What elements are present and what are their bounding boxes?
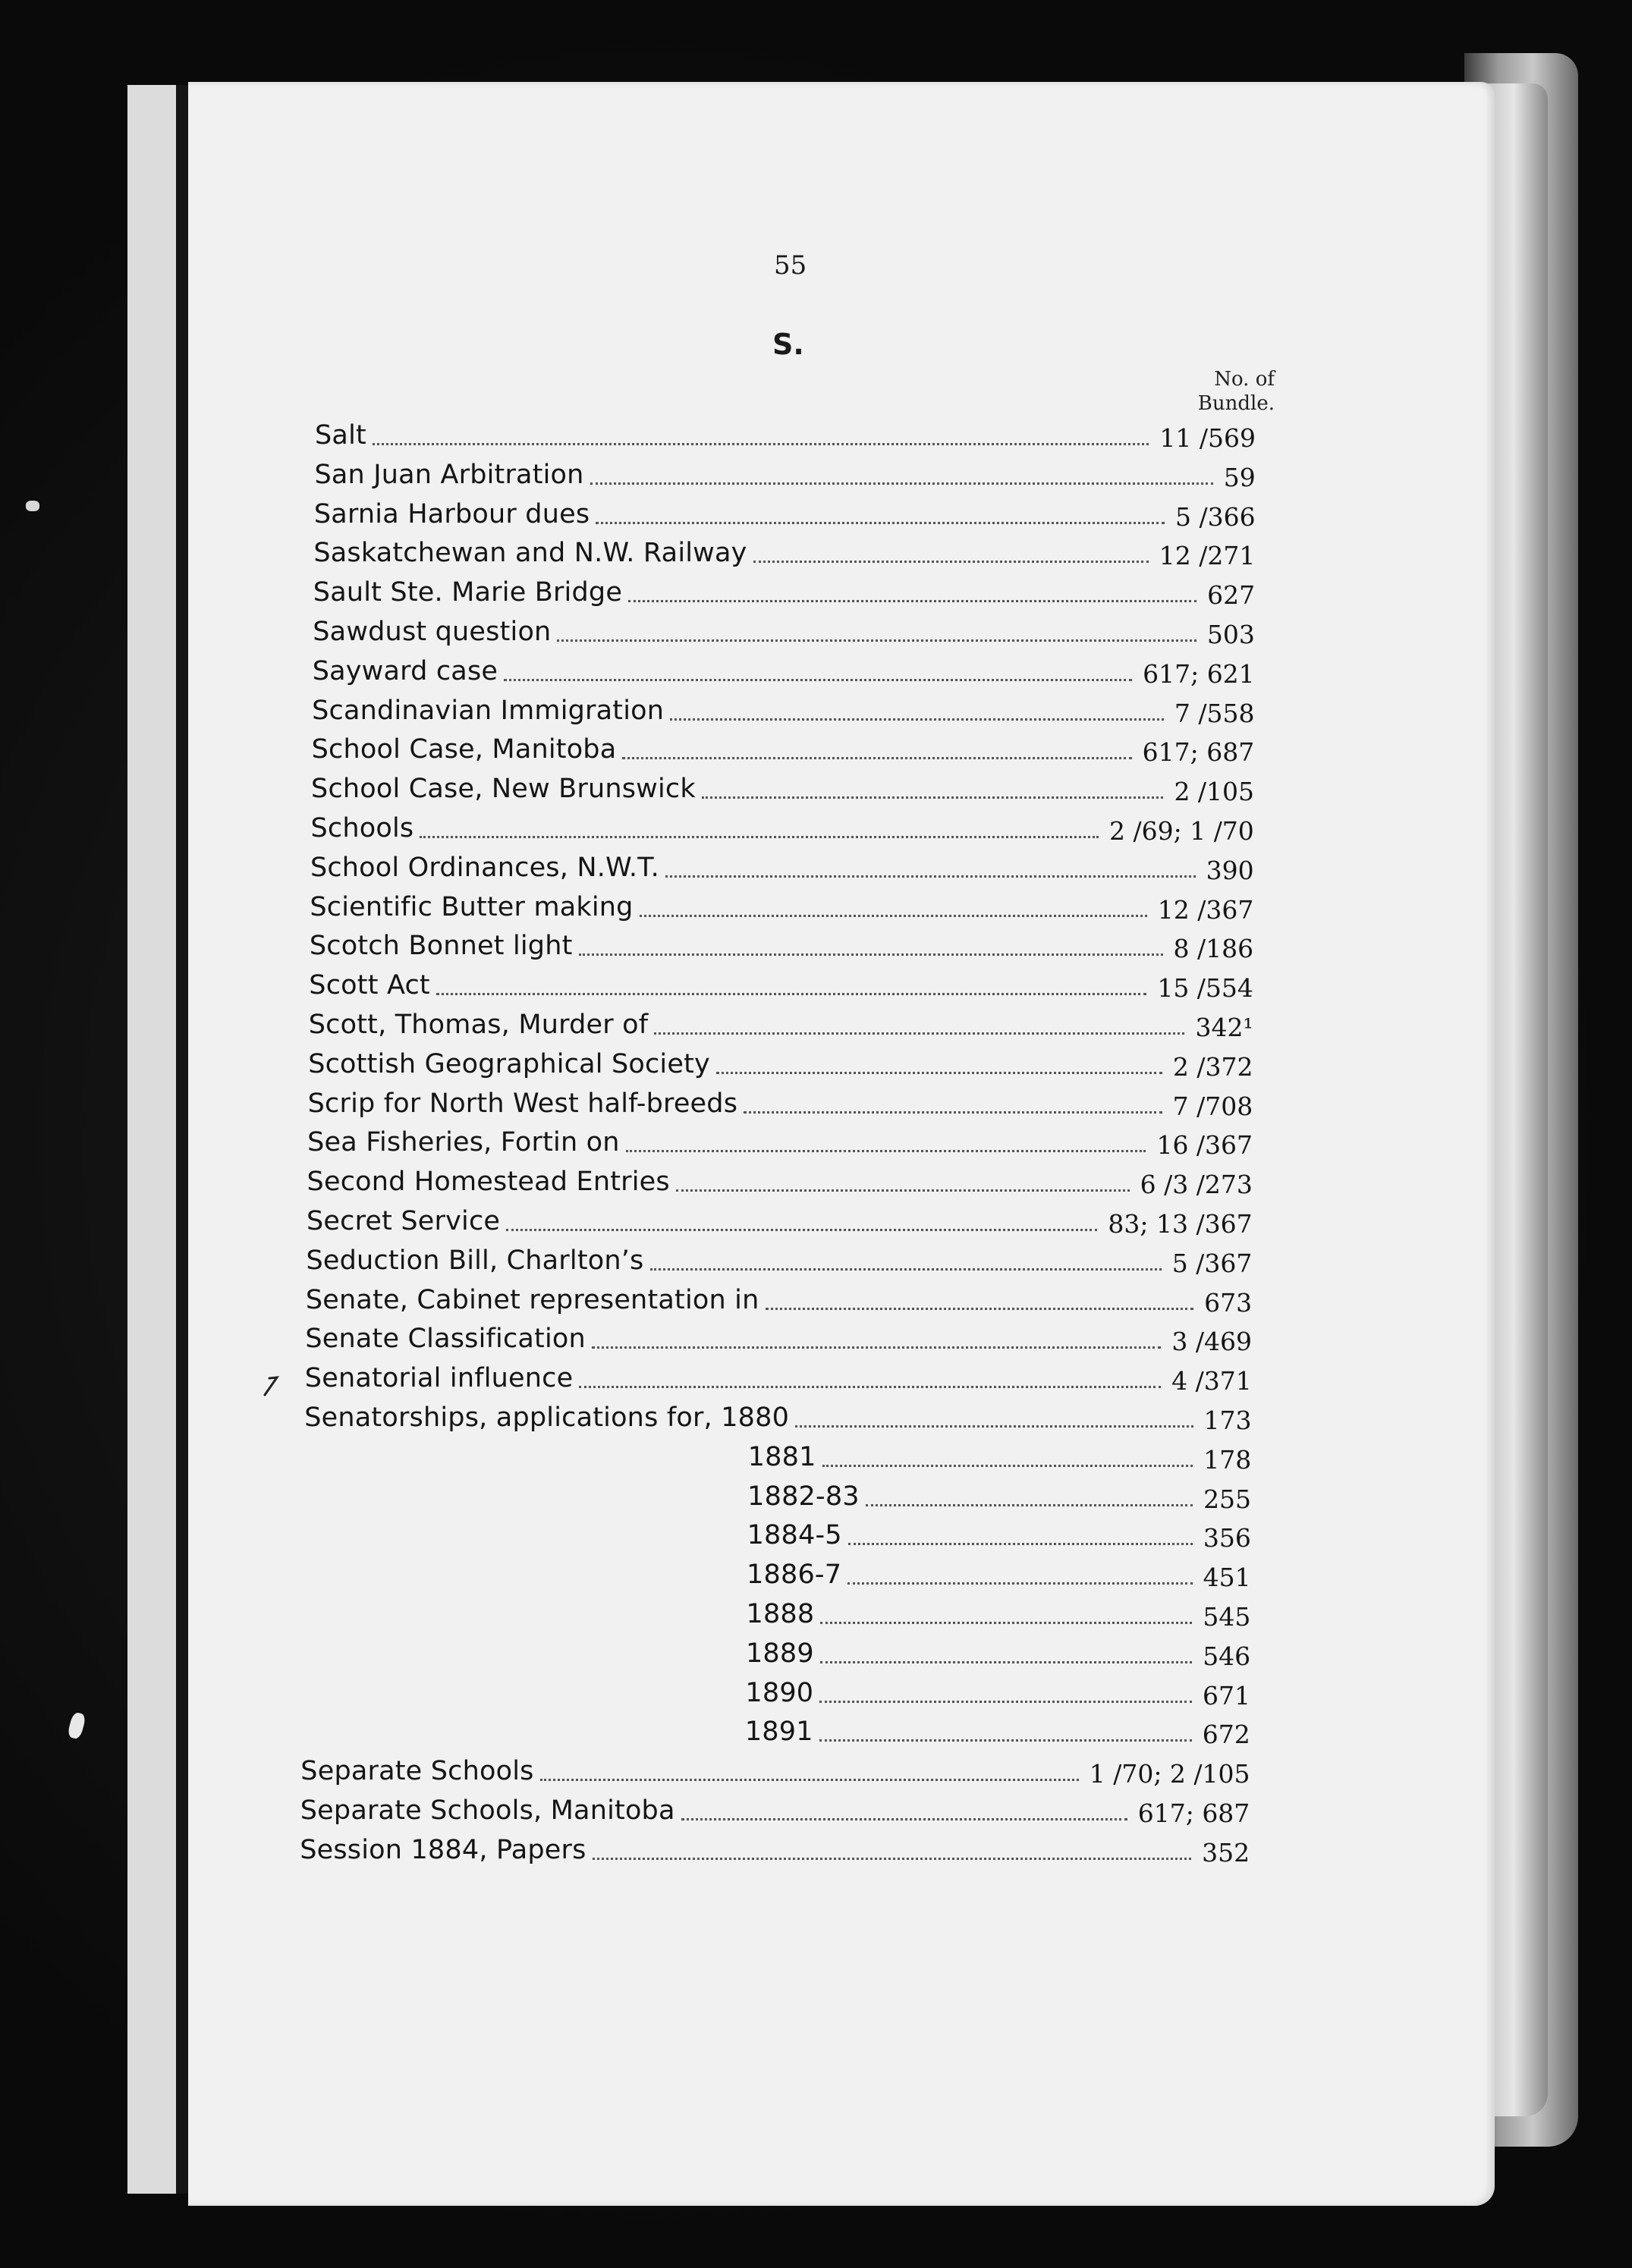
bundle-reference: 356 bbox=[1203, 1523, 1251, 1553]
entry-label: School Ordinances, N.W.T. bbox=[310, 852, 659, 883]
entry-label: Sawdust question bbox=[313, 617, 552, 647]
bundle-reference: 4 /371 bbox=[1171, 1366, 1252, 1396]
index-entry bbox=[0, 1516, 1632, 1555]
bundle-reference: 352 bbox=[1202, 1837, 1250, 1867]
bundle-reference: 12 /271 bbox=[1159, 541, 1256, 571]
entry-label: Schools bbox=[310, 813, 414, 843]
entry-label: San Juan Arbitration bbox=[314, 459, 584, 490]
entry-label: Senate Classification bbox=[305, 1324, 586, 1355]
dot-leader bbox=[820, 1622, 1192, 1624]
entry-label: School Case, Manitoba bbox=[311, 734, 617, 765]
index-entry bbox=[0, 1437, 1632, 1477]
bundle-reference: 3 /469 bbox=[1171, 1327, 1252, 1357]
index-entry bbox=[0, 1751, 1632, 1791]
bundle-reference: 451 bbox=[1203, 1563, 1251, 1593]
dot-leader bbox=[590, 482, 1213, 485]
bundle-reference: 7 /558 bbox=[1174, 698, 1255, 728]
bundle-reference: 11 /569 bbox=[1159, 423, 1256, 453]
dot-leader bbox=[596, 522, 1165, 524]
bundle-reference: 627 bbox=[1207, 580, 1256, 611]
entry-label: Separate Schools bbox=[300, 1756, 534, 1787]
entry-label: Session 1884, Papers bbox=[300, 1834, 586, 1865]
index-entry bbox=[0, 1712, 1632, 1751]
dot-leader bbox=[866, 1504, 1193, 1506]
entry-label: Salt bbox=[315, 420, 366, 451]
dot-leader bbox=[654, 1032, 1184, 1035]
entry-label: Sarnia Harbour dues bbox=[313, 498, 590, 529]
bundle-reference: 617; 621 bbox=[1143, 658, 1255, 689]
dot-leader bbox=[626, 1150, 1146, 1152]
index-entry bbox=[0, 1162, 1632, 1202]
entry-label: Senatorial influence bbox=[304, 1363, 574, 1394]
bundle-reference: 6 /3 /273 bbox=[1140, 1170, 1253, 1200]
entry-label: 1889 bbox=[745, 1638, 814, 1669]
index-entry bbox=[0, 416, 1632, 455]
entry-label: Second Homestead Entries bbox=[307, 1167, 670, 1198]
entry-label: Sayward case bbox=[312, 655, 498, 686]
dot-leader bbox=[373, 443, 1149, 445]
index-entry bbox=[0, 691, 1632, 730]
dot-leader bbox=[676, 1189, 1130, 1192]
dot-leader bbox=[681, 1818, 1127, 1820]
dot-leader bbox=[579, 953, 1163, 956]
dot-leader bbox=[702, 796, 1164, 799]
dot-leader bbox=[766, 1308, 1194, 1310]
index-entry bbox=[0, 455, 1632, 495]
bundle-reference: 2 /69; 1 /70 bbox=[1109, 816, 1254, 846]
entry-label: Scandinavian Immigration bbox=[312, 695, 665, 726]
index-entry bbox=[0, 809, 1632, 848]
bundle-reference: 255 bbox=[1203, 1484, 1252, 1514]
dot-leader bbox=[540, 1779, 1079, 1781]
bundle-reference: 671 bbox=[1202, 1680, 1250, 1710]
entry-label: 1888 bbox=[746, 1599, 815, 1629]
entry-label: School Case, New Brunswick bbox=[311, 774, 696, 805]
index-entry bbox=[0, 1084, 1632, 1123]
bundle-reference: 5 /367 bbox=[1171, 1248, 1253, 1278]
dot-leader bbox=[420, 836, 1099, 838]
bundle-reference: 178 bbox=[1203, 1444, 1252, 1475]
bundle-reference: 15 /554 bbox=[1157, 973, 1253, 1004]
bundle-reference: 672 bbox=[1202, 1720, 1250, 1750]
index-entry bbox=[0, 1830, 1632, 1870]
bundle-reference: 617; 687 bbox=[1142, 737, 1255, 768]
dot-leader bbox=[557, 639, 1196, 642]
entry-label: Separate Schools, Manitoba bbox=[300, 1795, 675, 1826]
index-entry bbox=[0, 1241, 1632, 1280]
dot-leader bbox=[640, 915, 1147, 917]
column-header bbox=[1138, 367, 1275, 416]
entry-label: 1886-7 bbox=[747, 1560, 842, 1591]
bundle-reference: 16 /367 bbox=[1156, 1130, 1253, 1161]
dot-leader bbox=[795, 1425, 1193, 1428]
index-entry bbox=[0, 533, 1632, 573]
index-entry bbox=[0, 1555, 1632, 1594]
page-number: 55 bbox=[774, 250, 807, 281]
bundle-reference: 545 bbox=[1203, 1602, 1251, 1632]
entry-label: Scientific Butter making bbox=[310, 891, 634, 922]
dot-leader bbox=[848, 1543, 1193, 1545]
index-entry bbox=[0, 573, 1632, 612]
entry-label: Scottish Geographical Society bbox=[308, 1048, 710, 1079]
dot-leader bbox=[670, 718, 1164, 721]
index-entry bbox=[0, 1634, 1632, 1673]
entry-label: Scotch Bonnet light bbox=[309, 931, 573, 962]
index-entry bbox=[0, 1594, 1632, 1634]
bundle-reference: 1 /70; 2 /105 bbox=[1089, 1759, 1250, 1789]
entry-label: 1884-5 bbox=[747, 1520, 842, 1551]
dot-leader bbox=[820, 1661, 1192, 1663]
section-letter: S. bbox=[772, 328, 804, 361]
index-entry bbox=[0, 1319, 1632, 1359]
dot-leader bbox=[847, 1582, 1192, 1585]
column-header-line1: No. of bbox=[1214, 368, 1275, 391]
dot-leader bbox=[622, 757, 1131, 759]
bundle-reference: 59 bbox=[1223, 462, 1256, 492]
entry-label: Saskatchewan and N.W. Railway bbox=[313, 538, 747, 569]
index-entry bbox=[0, 926, 1632, 966]
bundle-reference: 83; 13 /367 bbox=[1108, 1209, 1253, 1239]
index-entry bbox=[0, 966, 1632, 1005]
entry-label: 1891 bbox=[744, 1717, 813, 1748]
entry-label: Senatorships, applications for, 1880 bbox=[304, 1403, 790, 1433]
bundle-reference: 673 bbox=[1204, 1287, 1253, 1318]
index-entry bbox=[0, 612, 1632, 652]
entry-label: Scott Act bbox=[309, 970, 430, 1001]
bundle-reference: 12 /367 bbox=[1157, 894, 1254, 925]
bundle-reference: 546 bbox=[1203, 1641, 1251, 1671]
index-entry bbox=[0, 769, 1632, 809]
bundle-reference: 390 bbox=[1206, 855, 1254, 885]
dot-leader bbox=[593, 1858, 1192, 1860]
bundle-reference: 8 /186 bbox=[1173, 934, 1254, 964]
bundle-reference: 342¹ bbox=[1195, 1013, 1253, 1042]
bundle-reference: 617; 687 bbox=[1137, 1798, 1250, 1828]
bundle-reference: 503 bbox=[1206, 620, 1255, 649]
entry-label: 1882-83 bbox=[747, 1481, 860, 1512]
index-entry bbox=[0, 1398, 1632, 1437]
index-entry bbox=[0, 1123, 1632, 1162]
index-entry bbox=[0, 1280, 1632, 1320]
index-entry bbox=[0, 1359, 1632, 1398]
index-entry bbox=[0, 1673, 1632, 1713]
column-header-line2: Bundle. bbox=[1197, 392, 1275, 415]
dot-leader bbox=[436, 993, 1146, 995]
index-entry bbox=[0, 848, 1632, 887]
entry-label: Senate, Cabinet representation in bbox=[305, 1284, 759, 1315]
entry-label: 1881 bbox=[747, 1441, 816, 1472]
dot-leader bbox=[753, 561, 1149, 563]
index-entry bbox=[0, 887, 1632, 927]
index-entry bbox=[0, 1044, 1632, 1084]
entry-label: Sea Fisheries, Fortin on bbox=[307, 1127, 620, 1158]
dot-leader bbox=[819, 1701, 1192, 1703]
dot-leader bbox=[819, 1739, 1192, 1742]
bundle-reference: 2 /105 bbox=[1174, 777, 1255, 807]
index-entry bbox=[0, 652, 1632, 691]
bundle-reference: 7 /708 bbox=[1172, 1091, 1253, 1121]
dot-leader bbox=[592, 1346, 1161, 1349]
index-entry bbox=[0, 495, 1632, 534]
entry-label: Secret Service bbox=[307, 1206, 501, 1236]
index-entry bbox=[0, 1005, 1632, 1044]
dot-leader bbox=[650, 1268, 1162, 1271]
bundle-reference: 2 /372 bbox=[1172, 1051, 1253, 1082]
index-entry bbox=[0, 1202, 1632, 1241]
index-entry bbox=[0, 730, 1632, 769]
dot-leader bbox=[822, 1465, 1193, 1467]
dot-leader bbox=[628, 600, 1196, 602]
bundle-reference: 5 /366 bbox=[1174, 501, 1256, 532]
dot-leader bbox=[504, 679, 1132, 681]
dot-leader bbox=[579, 1386, 1161, 1388]
index-entry bbox=[0, 1477, 1632, 1516]
entry-label: Scott, Thomas, Murder of bbox=[308, 1010, 649, 1040]
dot-leader bbox=[744, 1111, 1162, 1114]
entry-label: 1890 bbox=[745, 1677, 814, 1708]
dot-leader bbox=[716, 1072, 1162, 1074]
dot-leader bbox=[506, 1229, 1097, 1231]
dot-leader bbox=[665, 875, 1196, 878]
entry-label: Seduction Bill, Charlton’s bbox=[306, 1245, 644, 1276]
bundle-reference: 173 bbox=[1203, 1406, 1252, 1435]
index-entry bbox=[0, 1791, 1632, 1830]
entry-label: Scrip for North West half-breeds bbox=[307, 1088, 738, 1119]
entry-label: Sault Ste. Marie Bridge bbox=[313, 577, 623, 608]
